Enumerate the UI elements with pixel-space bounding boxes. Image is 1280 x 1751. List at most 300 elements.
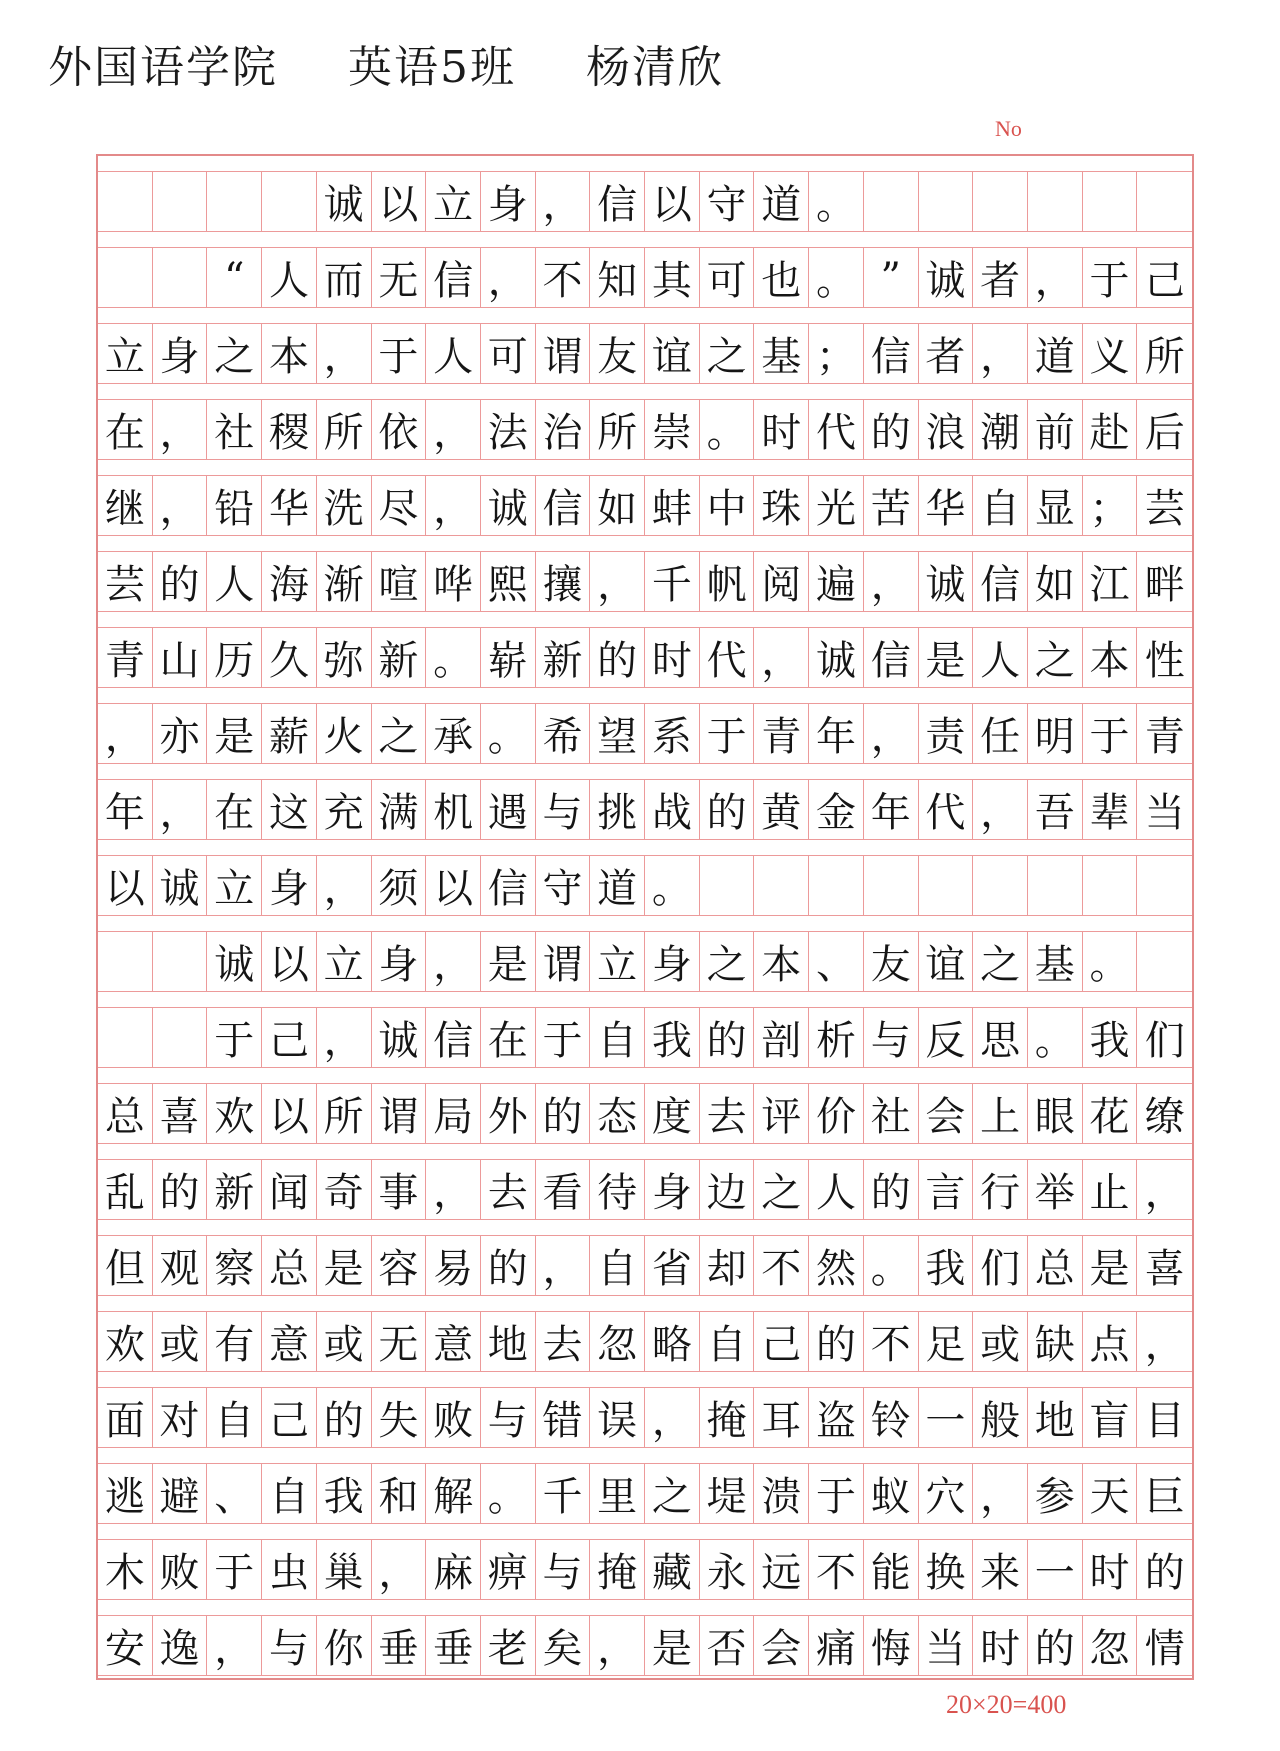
- grid-cell: 之: [700, 932, 755, 992]
- student-name: 杨清欣: [586, 42, 724, 93]
- grid-cell: 总: [1028, 1236, 1083, 1296]
- grid-cell: 社: [864, 1084, 919, 1144]
- grid-cell: 代: [700, 628, 755, 688]
- grid-cell: 珠: [754, 476, 809, 536]
- row-spacer: [98, 1372, 1192, 1388]
- grid-cell: 代: [809, 400, 864, 460]
- grid-cell: 后: [1137, 400, 1192, 460]
- grid-cell: 思: [973, 1008, 1028, 1068]
- grid-cell: 年: [864, 780, 919, 840]
- grid-cell: 以: [262, 932, 317, 992]
- grid-cell: ，: [973, 1464, 1028, 1524]
- grid-cell: 所: [317, 1084, 372, 1144]
- grid-cell: 于: [207, 1540, 262, 1600]
- grid-cell: 久: [262, 628, 317, 688]
- grid-cell: 省: [645, 1236, 700, 1296]
- grid-cell: 与: [481, 1388, 536, 1448]
- grid-cell: ，: [372, 1540, 427, 1600]
- grid-cell: 于: [809, 1464, 864, 1524]
- grid-cell: 的: [700, 780, 755, 840]
- grid-cell: ，: [153, 780, 208, 840]
- grid-cell: 或: [317, 1312, 372, 1372]
- grid-cell: 。: [481, 1464, 536, 1524]
- grid-cell: 然: [809, 1236, 864, 1296]
- grid-cell: 所: [317, 400, 372, 460]
- grid-cell: ，: [153, 476, 208, 536]
- grid-cell: 奇: [317, 1160, 372, 1220]
- grid-cell: 可: [700, 248, 755, 308]
- grid-cell: 所: [1137, 324, 1192, 384]
- class-name: 英语5班: [348, 42, 516, 93]
- grid-cell: [262, 172, 317, 232]
- grid-cell: 们: [1137, 1008, 1192, 1068]
- grid-cell: 谊: [919, 932, 974, 992]
- grid-cell: 守: [700, 172, 755, 232]
- grid-cell: 的: [809, 1312, 864, 1372]
- grid-cell: 在: [207, 780, 262, 840]
- grid-cell: 痹: [481, 1540, 536, 1600]
- grid-cell: 行: [973, 1160, 1028, 1220]
- grid-cell: 稷: [262, 400, 317, 460]
- grid-cell: 江: [1083, 552, 1138, 612]
- grid-cell: 新: [536, 628, 591, 688]
- grid-cell: 之: [645, 1464, 700, 1524]
- grid-cell: [98, 172, 153, 232]
- grid-cell: 如: [590, 476, 645, 536]
- grid-cell: ，: [98, 704, 153, 764]
- grid-cell: 也: [754, 248, 809, 308]
- grid-cell: 前: [1028, 400, 1083, 460]
- grid-cell: 海: [262, 552, 317, 612]
- grid-cell: 时: [645, 628, 700, 688]
- grid-cell: 永: [700, 1540, 755, 1600]
- grid-cell: 安: [98, 1616, 153, 1676]
- row-spacer: [98, 1220, 1192, 1236]
- grid-cell: ，: [973, 780, 1028, 840]
- grid-cell: 意: [426, 1312, 481, 1372]
- grid-cell: 言: [919, 1160, 974, 1220]
- grid-cell: 遇: [481, 780, 536, 840]
- grid-cell: 于: [700, 704, 755, 764]
- grid-cell: [1137, 172, 1192, 232]
- grid-cell: 矣: [536, 1616, 591, 1676]
- grid-cell: 垂: [372, 1616, 427, 1676]
- grid-cell: [919, 172, 974, 232]
- grid-cell: 诚: [809, 628, 864, 688]
- grid-cell: 如: [1028, 552, 1083, 612]
- grid-cell: [153, 172, 208, 232]
- grid-cell: 欢: [207, 1084, 262, 1144]
- grid-cell: ，: [864, 704, 919, 764]
- grid-cell: 诚: [207, 932, 262, 992]
- grid-cell: 诚: [317, 172, 372, 232]
- grid-cell: [1028, 856, 1083, 916]
- grid-cell: 治: [536, 400, 591, 460]
- grid-cell: 自: [207, 1388, 262, 1448]
- grid-cell: 去: [700, 1084, 755, 1144]
- grid-cell: 须: [372, 856, 427, 916]
- grid-cell: 基: [1028, 932, 1083, 992]
- grid-cell: ，: [754, 628, 809, 688]
- grid-cell: 诚: [919, 552, 974, 612]
- grid-cell: 道: [754, 172, 809, 232]
- grid-cell: [754, 856, 809, 916]
- grid-cell: 巨: [1137, 1464, 1192, 1524]
- grid-cell: 自: [590, 1008, 645, 1068]
- grid-cell: 铃: [864, 1388, 919, 1448]
- grid-cell: 败: [426, 1388, 481, 1448]
- grid-cell: 友: [590, 324, 645, 384]
- grid-cell: 信: [481, 856, 536, 916]
- grid-cell: 外: [481, 1084, 536, 1144]
- grid-cell: 铅: [207, 476, 262, 536]
- grid-cell: 乱: [98, 1160, 153, 1220]
- grid-cell: 解: [426, 1464, 481, 1524]
- grid-cell: 里: [590, 1464, 645, 1524]
- grid-cell: 情: [1137, 1616, 1192, 1676]
- grid-row: [98, 1160, 1192, 1220]
- grid-cell: 度: [645, 1084, 700, 1144]
- grid-cell: 掩: [590, 1540, 645, 1600]
- row-spacer: [98, 1068, 1192, 1084]
- grid-cell: 于: [207, 1008, 262, 1068]
- grid-cell: 逸: [153, 1616, 208, 1676]
- grid-cell: 的: [153, 552, 208, 612]
- grid-cell: ，: [426, 400, 481, 460]
- grid-cell: 观: [153, 1236, 208, 1296]
- grid-cell: 身: [481, 172, 536, 232]
- grid-cell: 攘: [536, 552, 591, 612]
- grid-cell: 或: [153, 1312, 208, 1372]
- grid-cell: ，: [153, 400, 208, 460]
- grid-cell: 充: [317, 780, 372, 840]
- grid-cell: 当: [1137, 780, 1192, 840]
- grid-cell: 蚌: [645, 476, 700, 536]
- grid-cell: 在: [98, 400, 153, 460]
- grid-cell: 。: [809, 172, 864, 232]
- grid-cell: 身: [645, 932, 700, 992]
- grid-cell: 畔: [1137, 552, 1192, 612]
- grid-cell: 信: [973, 552, 1028, 612]
- grid-cell: 时: [754, 400, 809, 460]
- grid-row: [98, 628, 1192, 688]
- grid-cell: 不: [864, 1312, 919, 1372]
- grid-cell: 人: [426, 324, 481, 384]
- grid-row: [98, 704, 1192, 764]
- grid-cell: 本: [1083, 628, 1138, 688]
- grid-cell: ，: [864, 552, 919, 612]
- grid-cell: 败: [153, 1540, 208, 1600]
- grid-cell: 的: [590, 628, 645, 688]
- grid-cell: 遍: [809, 552, 864, 612]
- row-spacer: [98, 840, 1192, 856]
- grid-cell: 目: [1137, 1388, 1192, 1448]
- grid-cell: 忽: [590, 1312, 645, 1372]
- grid-cell: 信: [536, 476, 591, 536]
- grid-cell: 边: [700, 1160, 755, 1220]
- grid-cell: 这: [262, 780, 317, 840]
- grid-cell: 以: [98, 856, 153, 916]
- grid-cell: 的: [864, 1160, 919, 1220]
- grid-cell: [700, 856, 755, 916]
- grid-cell: 能: [864, 1540, 919, 1600]
- grid-cell: 身: [645, 1160, 700, 1220]
- grid-cell: 崇: [645, 400, 700, 460]
- grid-cell: 。: [864, 1236, 919, 1296]
- grid-row: [98, 552, 1192, 612]
- grid-cell: 藏: [645, 1540, 700, 1600]
- grid-cell: 信: [864, 324, 919, 384]
- grid-cell: 渐: [317, 552, 372, 612]
- grid-cell: 闻: [262, 1160, 317, 1220]
- grid-cell: 以: [262, 1084, 317, 1144]
- grid-cell: 黄: [754, 780, 809, 840]
- grid-cell: 继: [98, 476, 153, 536]
- grid-cell: [1137, 932, 1192, 992]
- grid-row: [98, 1008, 1192, 1068]
- grid-cell: 立: [426, 172, 481, 232]
- grid-cell: 与: [536, 1540, 591, 1600]
- grid-cell: 可: [481, 324, 536, 384]
- grid-cell: 般: [973, 1388, 1028, 1448]
- grid-cell: 新: [372, 628, 427, 688]
- grid-cell: 们: [973, 1236, 1028, 1296]
- grid-cell: 察: [207, 1236, 262, 1296]
- grid-cell: 一: [919, 1388, 974, 1448]
- grid-cell: 。: [700, 400, 755, 460]
- grid-cell: 华: [919, 476, 974, 536]
- grid-cell: 信: [864, 628, 919, 688]
- grid-cell: 止: [1083, 1160, 1138, 1220]
- grid-cell: 与: [864, 1008, 919, 1068]
- grid-cell: 、: [809, 932, 864, 992]
- grid-cell: 欢: [98, 1312, 153, 1372]
- grid-cell: 薪: [262, 704, 317, 764]
- grid-cell: 年: [809, 704, 864, 764]
- row-spacer: [98, 460, 1192, 476]
- grid-row: [98, 932, 1192, 992]
- grid-cell: 与: [536, 780, 591, 840]
- grid-cell: 喜: [1137, 1236, 1192, 1296]
- grid-cell: 的: [1137, 1540, 1192, 1600]
- grid-cell: 反: [919, 1008, 974, 1068]
- grid-row: [98, 248, 1192, 308]
- grid-cell: 。: [1028, 1008, 1083, 1068]
- grid-cell: ，: [590, 552, 645, 612]
- row-spacer: [98, 536, 1192, 552]
- grid-cell: 的: [481, 1236, 536, 1296]
- grid-cell: 之: [1028, 628, 1083, 688]
- grid-cell: 任: [973, 704, 1028, 764]
- grid-cell: 人: [973, 628, 1028, 688]
- grid-cell: 谓: [536, 324, 591, 384]
- grid-cell: 之: [973, 932, 1028, 992]
- grid-cell: 性: [1137, 628, 1192, 688]
- grid-cell: 于: [1083, 704, 1138, 764]
- grid-cell: 容: [372, 1236, 427, 1296]
- row-spacer: [98, 1144, 1192, 1160]
- grid-cell: 于: [372, 324, 427, 384]
- header-info: [48, 28, 1048, 98]
- grid-cell: 中: [700, 476, 755, 536]
- grid-cell: [973, 172, 1028, 232]
- row-spacer: [98, 308, 1192, 324]
- grid-cell: 逃: [98, 1464, 153, 1524]
- grid-cell: 盲: [1083, 1388, 1138, 1448]
- grid-cell: 穴: [919, 1464, 974, 1524]
- grid-cell: 意: [262, 1312, 317, 1372]
- grid-cell: [153, 1008, 208, 1068]
- grid-cell: 事: [372, 1160, 427, 1220]
- grid-cell: 人: [262, 248, 317, 308]
- grid-row: [98, 400, 1192, 460]
- composition-grid-sheet: [96, 154, 1194, 1680]
- grid-cell: 信: [426, 248, 481, 308]
- grid-cell: 地: [1028, 1388, 1083, 1448]
- grid-cell: 自: [262, 1464, 317, 1524]
- grid-cell: 当: [919, 1616, 974, 1676]
- grid-cell: 华: [262, 476, 317, 536]
- grid-cell: 潮: [973, 400, 1028, 460]
- grid-cell: 尽: [372, 476, 427, 536]
- grid-cell: 自: [973, 476, 1028, 536]
- grid-cell: 者: [973, 248, 1028, 308]
- grid-cell: 的: [700, 1008, 755, 1068]
- grid-cell: 之: [754, 1160, 809, 1220]
- grid-cell: ，: [973, 324, 1028, 384]
- grid-cell: ，: [481, 248, 536, 308]
- grid-cell: 在: [481, 1008, 536, 1068]
- grid-cell: 麻: [426, 1540, 481, 1600]
- grid-cell: 误: [590, 1388, 645, 1448]
- grid-cell: 无: [372, 248, 427, 308]
- grid-cell: 辈: [1083, 780, 1138, 840]
- grid-cell: 喜: [153, 1084, 208, 1144]
- grid-cell: 花: [1083, 1084, 1138, 1144]
- row-spacer: [98, 992, 1192, 1008]
- grid-cell: ，: [317, 324, 372, 384]
- grid-cell: 挑: [590, 780, 645, 840]
- grid-cell: 光: [809, 476, 864, 536]
- grid-cell: 苦: [864, 476, 919, 536]
- grid-cell: [1137, 856, 1192, 916]
- grid-cell: 谓: [536, 932, 591, 992]
- grid-cell: 历: [207, 628, 262, 688]
- grid-cell: ，: [1137, 1312, 1192, 1372]
- grid-cell: 待: [590, 1160, 645, 1220]
- grid-cell: 或: [973, 1312, 1028, 1372]
- grid-size-note: 20×20=400: [946, 1690, 1067, 1719]
- grid-cell: 。: [426, 628, 481, 688]
- grid-cell: 缺: [1028, 1312, 1083, 1372]
- grid-cell: 崭: [481, 628, 536, 688]
- grid-cell: 失: [372, 1388, 427, 1448]
- grid-cell: 。: [481, 704, 536, 764]
- grid-cell: 。: [809, 248, 864, 308]
- grid-cell: 青: [98, 628, 153, 688]
- grid-cell: 的: [317, 1388, 372, 1448]
- grid-cell: 喧: [372, 552, 427, 612]
- grid-cell: 守: [536, 856, 591, 916]
- grid-cell: 义: [1083, 324, 1138, 384]
- grid-cell: ，: [645, 1388, 700, 1448]
- grid-row: [98, 172, 1192, 232]
- grid-cell: 来: [973, 1540, 1028, 1600]
- grid-cell: 价: [809, 1084, 864, 1144]
- grid-cell: [98, 1008, 153, 1068]
- grid-cell: “: [207, 248, 262, 308]
- row-spacer: [98, 384, 1192, 400]
- grid-row: [98, 1388, 1192, 1448]
- grid-cell: 易: [426, 1236, 481, 1296]
- grid-cell: 溃: [754, 1464, 809, 1524]
- grid-cell: 举: [1028, 1160, 1083, 1220]
- grid-row: [98, 780, 1192, 840]
- grid-cell: 你: [317, 1616, 372, 1676]
- grid-cell: 老: [481, 1616, 536, 1676]
- grid-cell: 明: [1028, 704, 1083, 764]
- grid-cell: 知: [590, 248, 645, 308]
- grid-cell: 以: [645, 172, 700, 232]
- grid-cell: 社: [207, 400, 262, 460]
- grid-cell: 自: [590, 1236, 645, 1296]
- grid-cell: 掩: [700, 1388, 755, 1448]
- grid-cell: 虫: [262, 1540, 317, 1600]
- grid-cell: 金: [809, 780, 864, 840]
- grid-cell: 是: [1083, 1236, 1138, 1296]
- grid-cell: 有: [207, 1312, 262, 1372]
- grid-cell: [919, 856, 974, 916]
- grid-cell: ，: [1028, 248, 1083, 308]
- grid-cell: 蚁: [864, 1464, 919, 1524]
- grid-cell: 满: [372, 780, 427, 840]
- row-spacer: [98, 1524, 1192, 1540]
- grid-cell: 但: [98, 1236, 153, 1296]
- grid-cell: 与: [262, 1616, 317, 1676]
- grid-cell: 立: [98, 324, 153, 384]
- grid-cell: [98, 932, 153, 992]
- grid-cell: 诚: [481, 476, 536, 536]
- grid-cell: 一: [1028, 1540, 1083, 1600]
- grid-cell: [809, 856, 864, 916]
- grid-cell: 会: [754, 1616, 809, 1676]
- grid-cell: 者: [919, 324, 974, 384]
- grid-cell: [207, 172, 262, 232]
- grid-cell: [1083, 172, 1138, 232]
- grid-cell: 人: [809, 1160, 864, 1220]
- grid-cell: 否: [700, 1616, 755, 1676]
- grid-cell: 己: [262, 1008, 317, 1068]
- grid-cell: 是: [317, 1236, 372, 1296]
- grid-cell: 是: [645, 1616, 700, 1676]
- grid-cell: 系: [645, 704, 700, 764]
- grid-cell: 法: [481, 400, 536, 460]
- grid-cell: 己: [1137, 248, 1192, 308]
- row-spacer: [98, 156, 1192, 172]
- grid-cell: 年: [98, 780, 153, 840]
- grid-cell: 时: [973, 1616, 1028, 1676]
- grid-cell: 其: [645, 248, 700, 308]
- grid-cell: 无: [372, 1312, 427, 1372]
- grid-row: [98, 324, 1192, 384]
- row-spacer: [98, 688, 1192, 704]
- grid-cell: 火: [317, 704, 372, 764]
- grid-row: [98, 1236, 1192, 1296]
- grid-cell: ，: [536, 1236, 591, 1296]
- grid-row: [98, 1540, 1192, 1600]
- grid-cell: 依: [372, 400, 427, 460]
- grid-cell: 天: [1083, 1464, 1138, 1524]
